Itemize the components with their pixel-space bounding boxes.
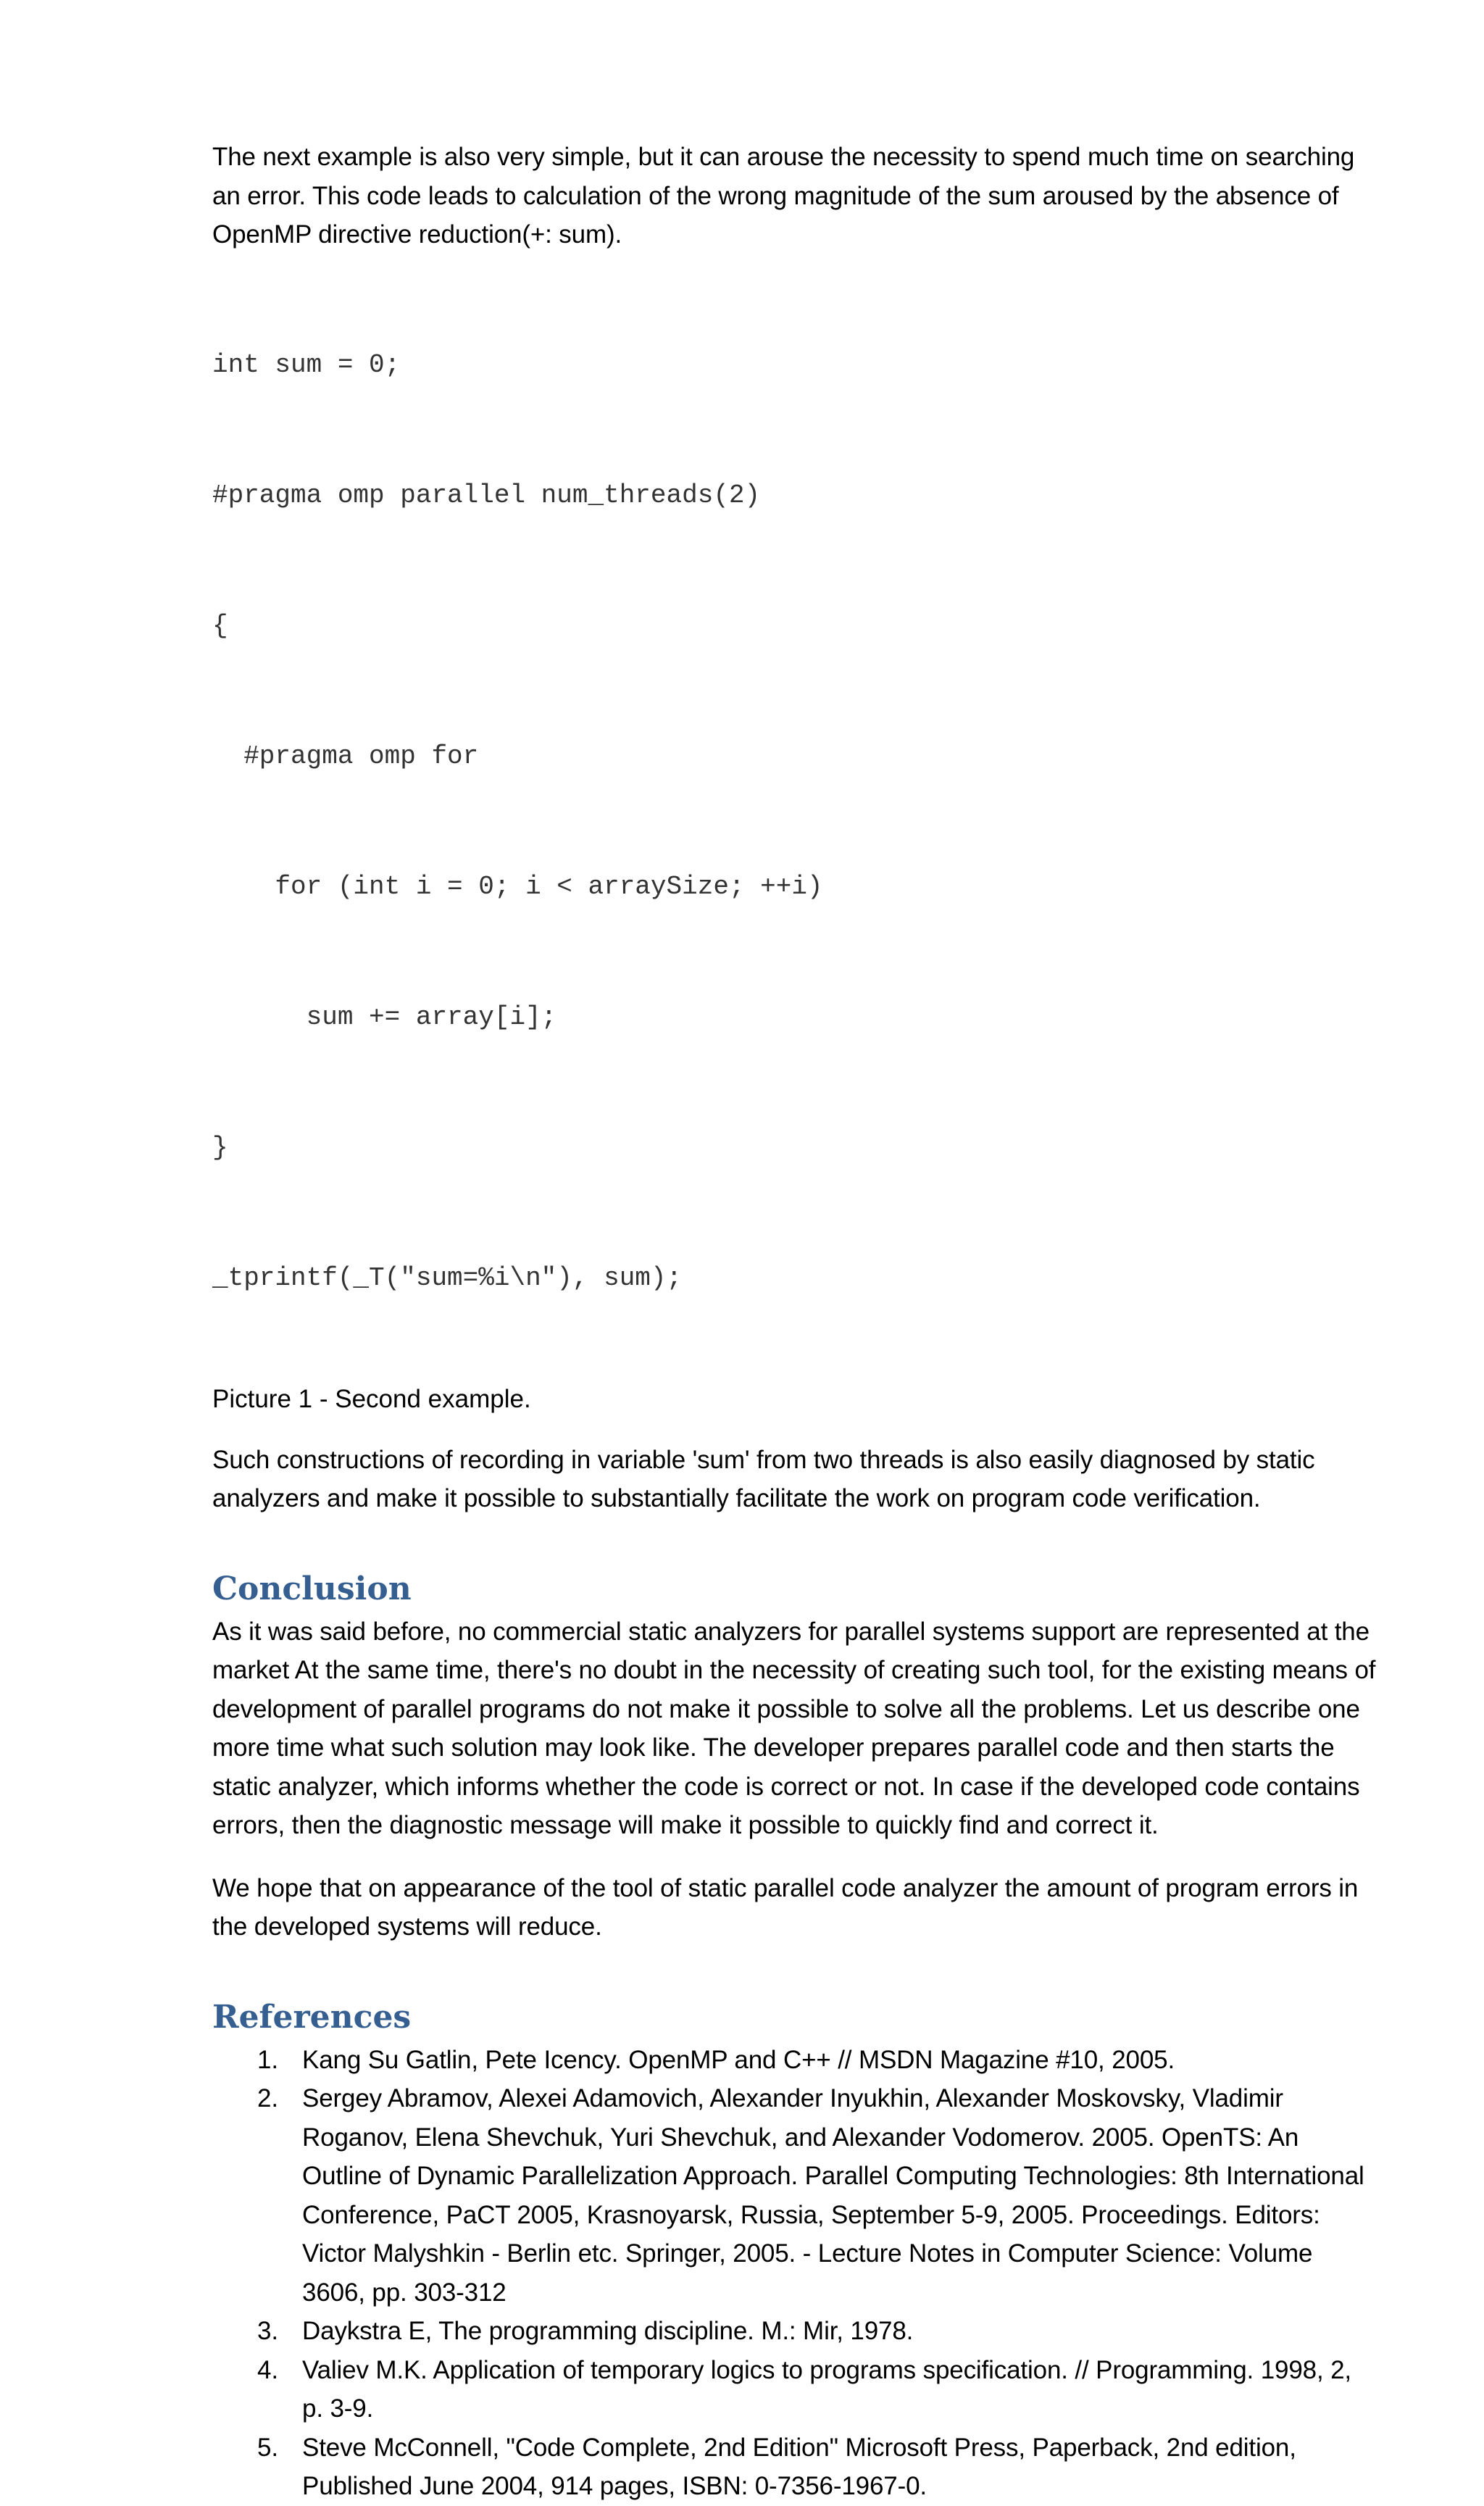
reference-number: 1. bbox=[257, 2045, 278, 2074]
reference-text: Sergey Abramov, Alexei Adamovich, Alexander Inyukhin, Alexander Moskovsky, Vladimir Roganov, Elena Shevchuk, Yuri Shevchuk, and Alexander Vodomerov. 2005. OpenTS: An Outline of Dynamic Parallelization Approach. Parallel Computing Technologies: 8th International Conference, PaCT 2005, Krasnoyarsk, Russia, September 5-9, 2005. Proceedings. Editors: Victor Malyshkin - Berlin etc. Springer, 2005. - Lecture Notes in Computer Science: Volume 3606, pp. 303-312 bbox=[302, 2084, 1364, 2307]
document-page bbox=[212, 138, 1379, 2506]
references-list bbox=[212, 2041, 1379, 2506]
code-line: for (int i = 0; i < arraySize; ++i) bbox=[212, 871, 823, 902]
reference-text: Daykstra E, The programming discipline. M.: Mir, 1978. bbox=[302, 2317, 914, 2345]
reference-number: 4. bbox=[257, 2355, 278, 2384]
conclusion-paragraph: We hope that on appearance of the tool of static parallel code analyzer the amount of program errors in the developed systems will reduce. bbox=[212, 1873, 1359, 1941]
code-line: } bbox=[212, 1132, 228, 1162]
reference-item bbox=[212, 2428, 1379, 2506]
references-heading: References bbox=[212, 1998, 412, 2036]
reference-item bbox=[212, 2312, 1379, 2351]
reference-text: Valiev M.K. Application of temporary logics to programs specification. // Programming. 1998, 2, p. 3-9. bbox=[302, 2355, 1351, 2423]
conclusion-heading: Conclusion bbox=[212, 1570, 412, 1607]
reference-text: Kang Su Gatlin, Pete Icency. OpenMP and C++ // MSDN Magazine #10, 2005. bbox=[302, 2045, 1175, 2074]
code-line: int sum = 0; bbox=[212, 349, 401, 380]
intro-paragraph: The next example is also very simple, but it can arouse the necessity to spend much time on searching an error. This code leads to calculation of the wrong magnitude of the sum aroused by the absence of OpenMP directive reduction(+: sum). bbox=[212, 143, 1355, 249]
analysis-paragraph: Such constructions of recording in variable 'sum' from two threads is also easily diagnosed by static analyzers and make it possible to substantially facilitate the work on program code verification. bbox=[212, 1445, 1315, 1512]
reference-item bbox=[212, 2041, 1379, 2080]
code-line: sum += array[i]; bbox=[212, 1002, 557, 1032]
code-line: #pragma omp parallel num_threads(2) bbox=[212, 480, 761, 510]
code-block bbox=[212, 278, 1379, 1381]
reference-item bbox=[212, 2079, 1379, 2312]
code-line: _tprintf(_T("sum=%i\n"), sum); bbox=[212, 1262, 683, 1293]
figure-caption: Picture 1 - Second example. bbox=[212, 1384, 531, 1413]
code-line: { bbox=[212, 610, 228, 641]
conclusion-paragraph: As it was said before, no commercial static analyzers for parallel systems support are represented at the market At the same time, there's no doubt in the necessity of creating such tool, for the existing means of development of parallel programs do not make it possible to solve all the problems. Let us describe one more time what such solution may look like. The developer prepares parallel code and then starts the static analyzer, which informs whether the code is correct or not. In case if the developed code contains errors, then the diagnostic message will make it possible to quickly find and correct it. bbox=[212, 1617, 1376, 1839]
reference-number: 2. bbox=[257, 2084, 278, 2112]
reference-text: Steve McConnell, "Code Complete, 2nd Edition" Microsoft Press, Paperback, 2nd edition, Published June 2004, 914 pages, ISBN: 0-7356-1967-0. bbox=[302, 2433, 1296, 2500]
reference-item bbox=[212, 2351, 1379, 2428]
reference-number: 5. bbox=[257, 2433, 278, 2462]
code-line: #pragma omp for bbox=[212, 741, 479, 771]
reference-number: 3. bbox=[257, 2317, 278, 2345]
